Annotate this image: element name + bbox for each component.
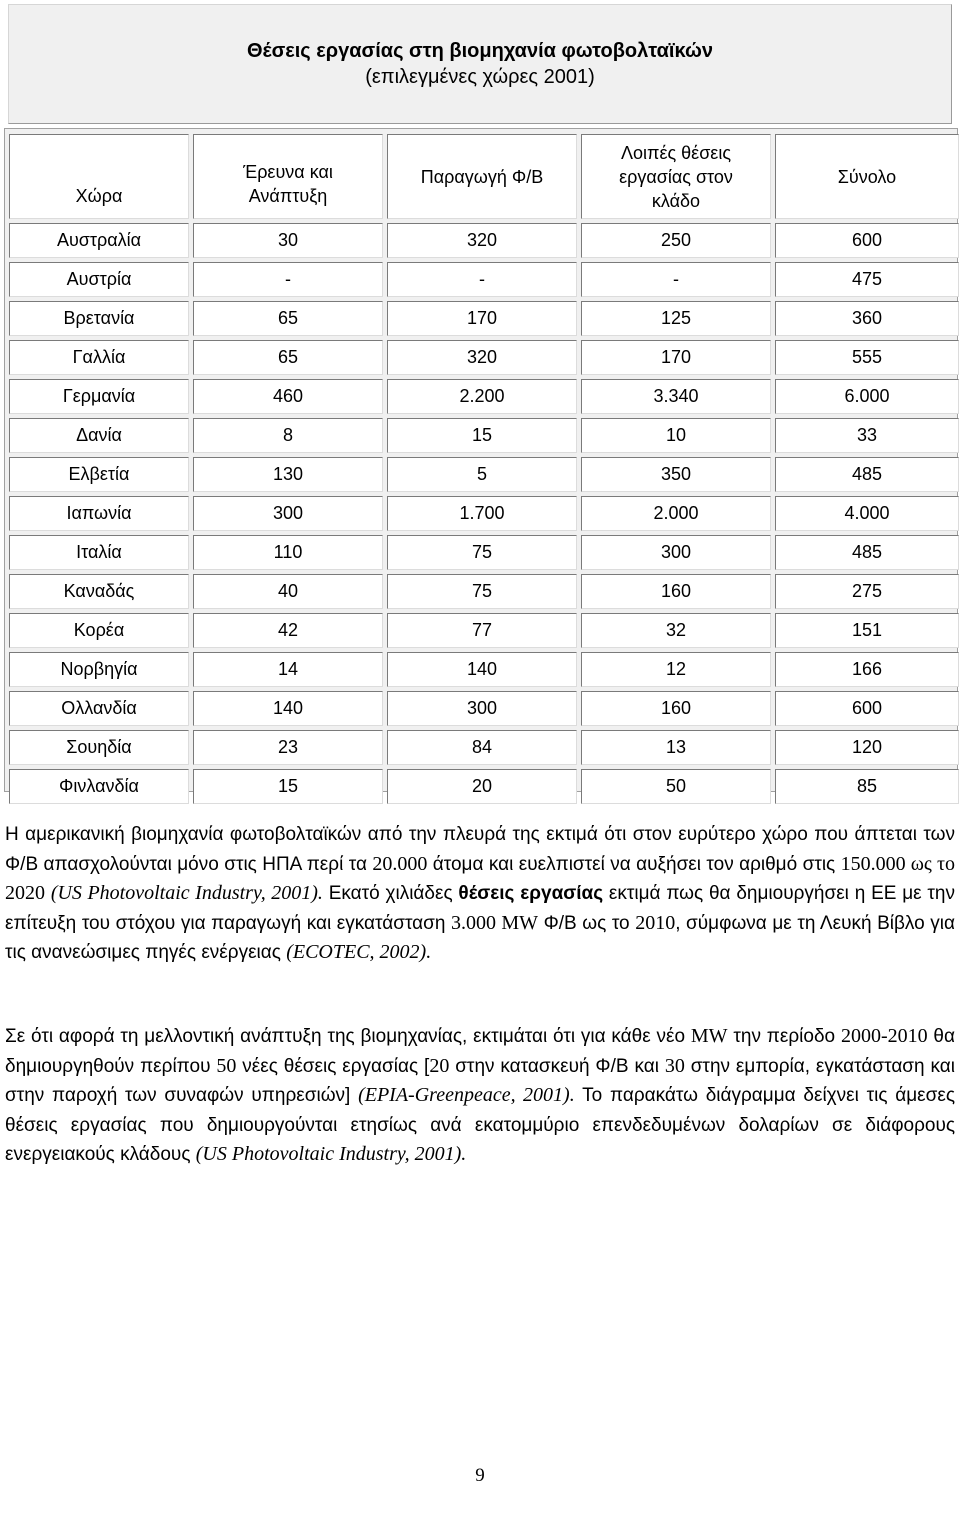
cell-country: Ιταλία: [9, 535, 189, 570]
paragraph-1: Η αμερικανική βιομηχανία φωτοβολταϊκών από την πλευρά της εκτιμά ότι στον ευρύτερο χώρο που άπτεται των Φ/Β απασχολούνται μόνο στις ΗΠΑ περί τα 20.000 άτομα και ευελπιστεί να αυξήσει τον αριθμό στις 150.000 ως το 2020 (US Photovoltaic Industry, 2001). Εκατό χιλιάδες θέσεις εργασίας εκτιμά πως θα δημιουργήσει η ΕΕ με την επίτευξη του στόχου για παραγωγή και εγκατάσταση 3.000 MW Φ/Β ως το 2010, σύμφωνα με τη Λευκή Βίβλο για τις ανανεώσιμες πηγές ενέργειας (ECOTEC, 2002).: [5, 824, 956, 963]
cell-country: Αυστραλία: [9, 223, 189, 258]
jobs-table: [5, 130, 960, 808]
cell-production: 170: [387, 301, 577, 336]
table-row: [9, 574, 959, 609]
cell-total: 485: [775, 535, 959, 570]
cell-rd: 140: [193, 691, 383, 726]
cell-country: Ιαπωνία: [9, 496, 189, 531]
cell-production: 300: [387, 691, 577, 726]
header-rd-line1: Έρευνα και: [243, 162, 333, 182]
cell-other: 170: [581, 340, 771, 375]
cell-country: Ελβετία: [9, 457, 189, 492]
table-title: Θέσεις εργασίας στη βιομηχανία φωτοβολταϊκών: [247, 40, 713, 62]
cell-country: Νορβηγία: [9, 652, 189, 687]
cell-country: Γαλλία: [9, 340, 189, 375]
cell-production: 140: [387, 652, 577, 687]
cell-other: 2.000: [581, 496, 771, 531]
bold-term: θέσεις εργασίας: [458, 883, 604, 904]
table-row: [9, 613, 959, 648]
cell-production: 320: [387, 340, 577, 375]
header-rd-line2: Ανάπτυξη: [248, 186, 328, 206]
header-other-line3: κλάδο: [651, 190, 701, 211]
table-row: [9, 535, 959, 570]
table-row: [9, 340, 959, 375]
cell-production: 1.700: [387, 496, 577, 531]
cell-other: -: [581, 262, 771, 297]
table-body: [9, 223, 959, 804]
cell-production: 5: [387, 457, 577, 492]
cell-rd: 40: [193, 574, 383, 609]
table-row: [9, 379, 959, 414]
cell-country: Φινλανδία: [9, 769, 189, 804]
cell-rd: 14: [193, 652, 383, 687]
table-header-row: [9, 134, 959, 219]
header-country: Χώρα: [9, 134, 189, 219]
cell-rd: 15: [193, 769, 383, 804]
cell-country: Κορέα: [9, 613, 189, 648]
cell-country: Γερμανία: [9, 379, 189, 414]
table-row: [9, 223, 959, 258]
cell-total: 600: [775, 223, 959, 258]
cell-total: 600: [775, 691, 959, 726]
cell-other: 10: [581, 418, 771, 453]
table-row: [9, 652, 959, 687]
cell-total: 485: [775, 457, 959, 492]
citation: (US Photovoltaic Industry, 2001).: [195, 1143, 467, 1165]
table-row: [9, 418, 959, 453]
cell-rd: 460: [193, 379, 383, 414]
cell-total: 4.000: [775, 496, 959, 531]
cell-other: 160: [581, 691, 771, 726]
table-row: [9, 457, 959, 492]
header-rd: [193, 134, 383, 219]
cell-total: 475: [775, 262, 959, 297]
cell-rd: 130: [193, 457, 383, 492]
cell-rd: 300: [193, 496, 383, 531]
cell-total: 33: [775, 418, 959, 453]
cell-total: 555: [775, 340, 959, 375]
cell-rd: 110: [193, 535, 383, 570]
page-number: 9: [475, 1465, 485, 1486]
cell-production: -: [387, 262, 577, 297]
cell-production: 20: [387, 769, 577, 804]
table-row: [9, 301, 959, 336]
citation: (US Photovoltaic Industry, 2001).: [50, 882, 323, 904]
cell-other: 50: [581, 769, 771, 804]
cell-rd: 65: [193, 301, 383, 336]
paragraph-2: Σε ότι αφορά τη μελλοντική ανάπτυξη της βιομηχανίας, εκτιμάται ότι για κάθε νέο MW την περίοδο 2000-2010 θα δημιουργηθούν περίπου 50 νέες θέσεις εργασίας [20 στην κατασκευή Φ/Β και 30 στην εμπορία, εγκατάσταση και στην παροχή των συναφών υπηρεσιών] (EPIA-Greenpeace, 2001). Το παρακάτω διάγραμμα δείχνει τις άμεσες θέσεις εργασίας που δημιουργούνται ετησίως ανά εκατομμύριο επενδεδυμένων δολαρίων σε διάφορους ενεργειακούς κλάδους (US Photovoltaic Industry, 2001).: [5, 1025, 956, 1165]
cell-rd: -: [193, 262, 383, 297]
cell-country: Καναδάς: [9, 574, 189, 609]
cell-production: 2.200: [387, 379, 577, 414]
cell-country: Σουηδία: [9, 730, 189, 765]
jobs-table-container: [4, 128, 958, 796]
cell-total: 166: [775, 652, 959, 687]
cell-production: 75: [387, 535, 577, 570]
header-other-line1: Λοιπές θέσεις: [621, 142, 731, 163]
header-other-line2: εργασίας στον: [619, 166, 733, 187]
cell-total: 85: [775, 769, 959, 804]
table-row: [9, 691, 959, 726]
citation: (EPIA-Greenpeace, 2001).: [358, 1084, 575, 1106]
cell-total: 275: [775, 574, 959, 609]
cell-other: 13: [581, 730, 771, 765]
header-other: [581, 134, 771, 219]
table-row: [9, 769, 959, 804]
header-total: Σύνολο: [775, 134, 959, 219]
cell-production: 15: [387, 418, 577, 453]
cell-rd: 65: [193, 340, 383, 375]
cell-rd: 42: [193, 613, 383, 648]
cell-country: Ολλανδία: [9, 691, 189, 726]
cell-other: 32: [581, 613, 771, 648]
cell-other: 160: [581, 574, 771, 609]
cell-other: 12: [581, 652, 771, 687]
cell-rd: 23: [193, 730, 383, 765]
cell-country: Αυστρία: [9, 262, 189, 297]
cell-other: 350: [581, 457, 771, 492]
cell-production: 84: [387, 730, 577, 765]
cell-other: 250: [581, 223, 771, 258]
header-production: Παραγωγή Φ/Β: [387, 134, 577, 219]
cell-total: 360: [775, 301, 959, 336]
table-title-box: [8, 4, 952, 124]
cell-other: 300: [581, 535, 771, 570]
citation: (ECOTEC, 2002).: [286, 941, 432, 963]
cell-rd: 30: [193, 223, 383, 258]
cell-production: 320: [387, 223, 577, 258]
cell-other: 3.340: [581, 379, 771, 414]
cell-total: 151: [775, 613, 959, 648]
cell-country: Δανία: [9, 418, 189, 453]
cell-other: 125: [581, 301, 771, 336]
cell-production: 77: [387, 613, 577, 648]
table-subtitle: (επιλεγμένες χώρες 2001): [365, 66, 595, 88]
table-row: [9, 262, 959, 297]
cell-rd: 8: [193, 418, 383, 453]
cell-production: 75: [387, 574, 577, 609]
cell-total: 6.000: [775, 379, 959, 414]
cell-total: 120: [775, 730, 959, 765]
table-row: [9, 496, 959, 531]
cell-country: Βρετανία: [9, 301, 189, 336]
table-row: [9, 730, 959, 765]
